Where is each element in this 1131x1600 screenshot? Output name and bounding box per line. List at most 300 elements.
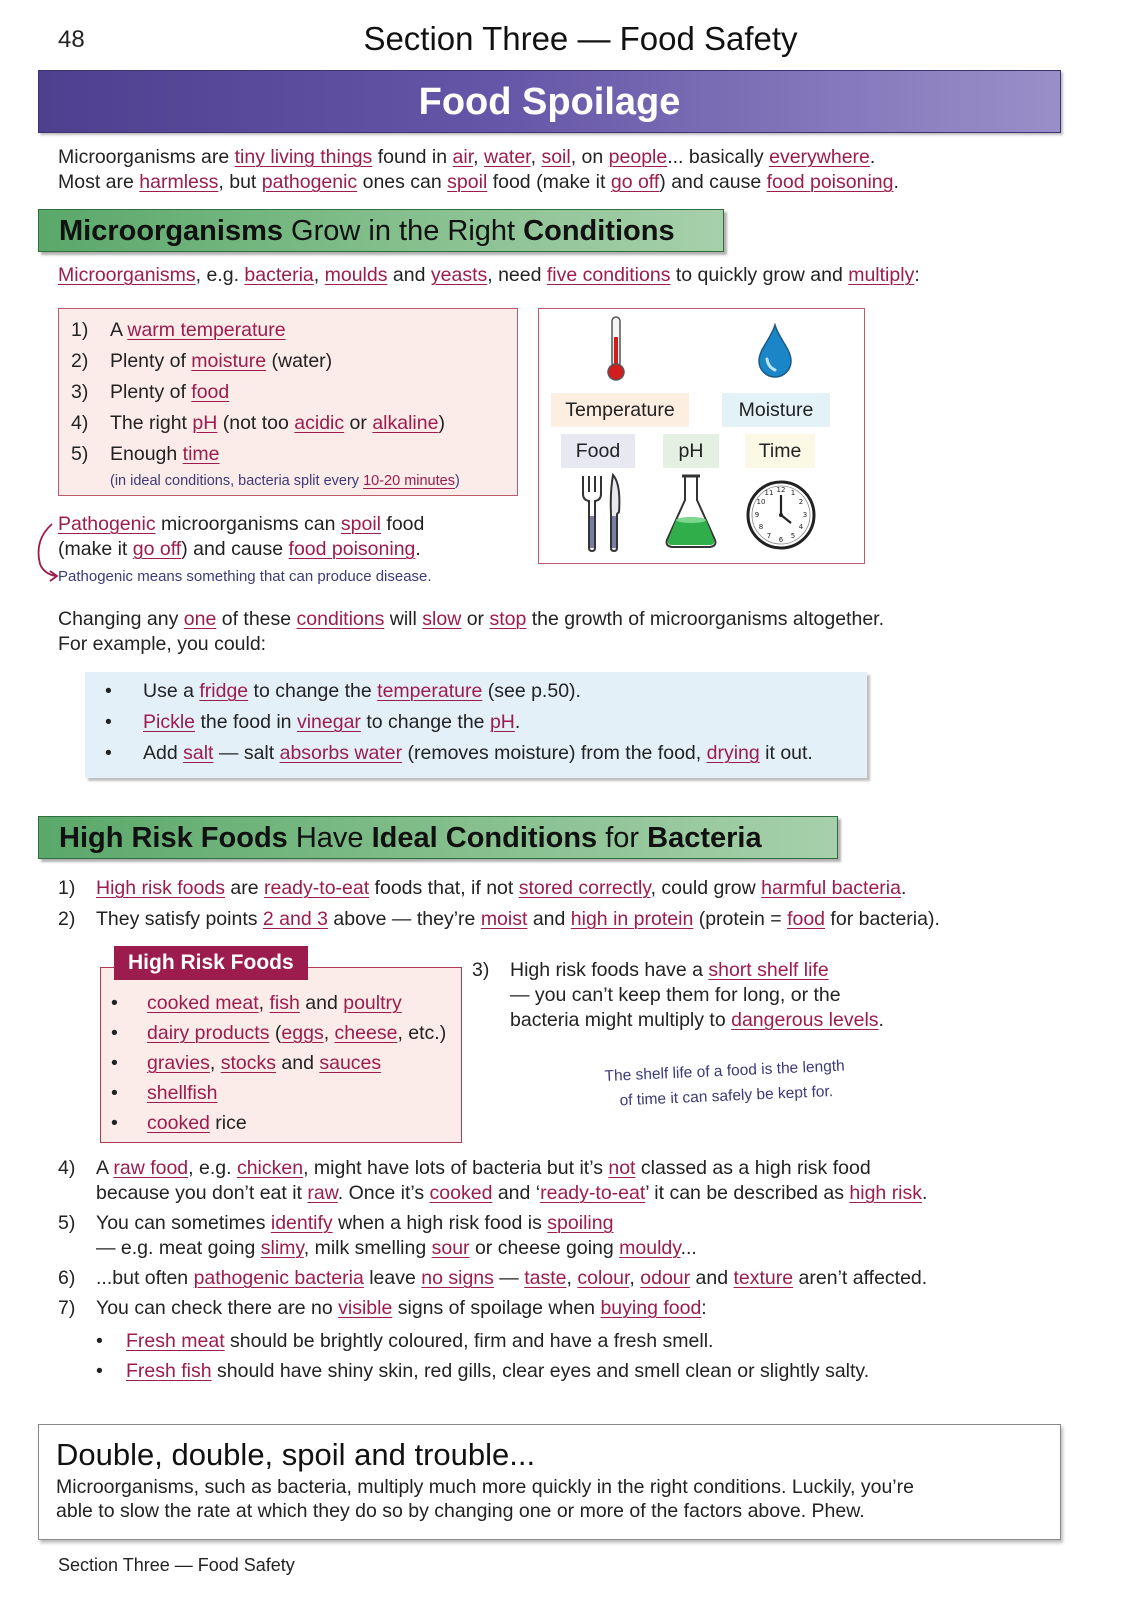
text-run: . xyxy=(900,877,907,899)
key-term: one xyxy=(183,608,217,630)
shelf-note-line: The shelf life of a food is the length xyxy=(604,1057,846,1085)
key-term: cooked xyxy=(429,1182,493,1204)
point-line xyxy=(510,983,884,1008)
heading-emphasis: Conditions xyxy=(523,215,675,247)
text-run: the growth of microorganisms altogether. xyxy=(526,608,885,630)
point-number: 5) xyxy=(58,1212,76,1234)
key-term: taste xyxy=(524,1267,567,1289)
key-term: short shelf life xyxy=(708,959,829,981)
text-run: Enough xyxy=(110,443,183,465)
key-term: raw xyxy=(307,1182,338,1204)
high-risk-food-item xyxy=(111,988,461,1018)
list-marker: • xyxy=(105,680,112,702)
point-3: 3) High risk foods have a short shelf life — you can’t keep them for long, or the bacteria might multiply to dangerous levels. xyxy=(472,959,884,1031)
key-term: people xyxy=(608,146,668,168)
point-number: 4) xyxy=(58,1157,76,1179)
point-text xyxy=(96,873,906,904)
list-marker: • xyxy=(111,992,118,1014)
text-run: Changing any xyxy=(58,608,184,630)
text-run: foods that, if not xyxy=(369,877,519,899)
key-term: 2 and 3 xyxy=(262,908,328,930)
text-run: Plenty of xyxy=(110,350,192,372)
text-run: , e.g. xyxy=(195,264,245,286)
label-ph: pH xyxy=(663,434,719,468)
key-term: conditions xyxy=(296,608,385,630)
condition-item xyxy=(71,346,517,377)
text-run: — xyxy=(493,1267,525,1289)
key-term: odour xyxy=(640,1267,691,1289)
text-run: aren’t affected. xyxy=(793,1267,928,1289)
text-run: for xyxy=(597,822,648,854)
text-run: , xyxy=(258,992,270,1014)
text-run: — e.g. meat going xyxy=(96,1237,261,1259)
list-marker: • xyxy=(111,1112,118,1134)
key-term: soil xyxy=(541,146,571,168)
water-drop-icon xyxy=(757,323,793,379)
text-run: . xyxy=(514,711,521,733)
key-term: pathogenic bacteria xyxy=(193,1267,364,1289)
text-run: , xyxy=(209,1052,221,1074)
point-text xyxy=(96,1156,927,1206)
heading-emphasis: Microorganisms xyxy=(59,215,283,247)
text-run: ( xyxy=(269,1022,282,1044)
text-run: should have shiny skin, red gills, clear eyes and smell clean or slightly salty. xyxy=(211,1360,870,1382)
high-risk-food-item xyxy=(111,1018,461,1048)
key-term: stocks xyxy=(220,1052,276,1074)
text-run: signs of spoilage when xyxy=(392,1297,601,1319)
point-text xyxy=(96,1266,927,1291)
example-item xyxy=(105,676,867,707)
text-run: to change the xyxy=(248,680,378,702)
condition-item xyxy=(71,439,517,470)
text-run: food (make it xyxy=(487,171,611,193)
pathogenic-line xyxy=(58,512,424,537)
text-run: microorganisms can xyxy=(155,513,341,535)
conditions-list xyxy=(71,315,517,470)
text-run: or xyxy=(461,608,490,630)
text-run: (water) xyxy=(266,350,333,372)
changing-line: For example, you could: xyxy=(58,633,267,655)
key-term: ready-to-eat xyxy=(540,1182,646,1204)
text-run: (not too xyxy=(217,412,295,434)
text-run: , xyxy=(566,1267,578,1289)
shelf-note-line: of time it can safely be kept for. xyxy=(619,1083,834,1110)
key-term: ready-to-eat xyxy=(264,877,370,899)
text-run: rice xyxy=(209,1112,247,1134)
text-run: . xyxy=(869,146,876,168)
high-risk-points-upper xyxy=(58,873,940,935)
list-marker: • xyxy=(111,1022,118,1044)
key-term: visible xyxy=(338,1297,393,1319)
point-line xyxy=(96,1296,707,1321)
text-run: will xyxy=(384,608,423,630)
spoilage-check-item xyxy=(96,1356,927,1386)
label-time: Time xyxy=(745,434,815,468)
text-run: should be brightly coloured, firm and have a fresh smell. xyxy=(224,1330,714,1352)
thermometer-icon xyxy=(603,315,629,383)
text-run: Most are xyxy=(58,171,140,193)
text-run: , might have lots of bacteria but it’s xyxy=(303,1157,609,1179)
text-run: the food in xyxy=(195,711,297,733)
key-term: colour xyxy=(577,1267,630,1289)
page-title: Food Spoilage xyxy=(38,70,1061,133)
key-term: harmless xyxy=(139,171,219,193)
point-number: 7) xyxy=(58,1297,76,1319)
text-run: High risk foods have a xyxy=(510,959,709,981)
key-term: pH xyxy=(192,412,218,434)
list-text xyxy=(126,1326,713,1356)
key-term: air xyxy=(452,146,474,168)
key-term: pathogenic xyxy=(261,171,358,193)
key-term: five conditions xyxy=(546,264,671,286)
pathogenic-note: Pathogenic means something that can produce disease. xyxy=(58,568,432,585)
example-item xyxy=(105,738,867,769)
text-run: classed as a high risk food xyxy=(635,1157,871,1179)
text-run: A xyxy=(96,1157,114,1179)
key-term: eggs xyxy=(281,1022,324,1044)
key-term: moist xyxy=(480,908,528,930)
spoilage-check-item xyxy=(96,1326,927,1356)
key-term: drying xyxy=(706,742,760,764)
text-run: are xyxy=(224,877,264,899)
text-run: bacteria might multiply to xyxy=(510,1009,732,1031)
point-line xyxy=(96,1181,927,1206)
key-term: sour xyxy=(431,1237,470,1259)
label-food: Food xyxy=(561,434,635,468)
text-run: ) xyxy=(454,473,460,489)
text-run: . xyxy=(922,1182,928,1204)
list-marker: • xyxy=(96,1330,103,1352)
key-term: high in protein xyxy=(570,908,694,930)
text-run: ) and cause xyxy=(659,171,767,193)
svg-text:3: 3 xyxy=(802,511,808,519)
text-run: (protein = xyxy=(693,908,788,930)
text-run: (make it xyxy=(58,538,133,560)
point-3-text xyxy=(510,958,884,1033)
text-run: found in xyxy=(372,146,453,168)
high-risk-food-item xyxy=(111,1048,461,1078)
list-text xyxy=(110,439,220,470)
text-run: , e.g. xyxy=(188,1157,237,1179)
shelf-life-note xyxy=(604,1054,846,1114)
list-text xyxy=(147,988,402,1018)
point-line xyxy=(510,1008,884,1033)
text-run: Add xyxy=(143,742,184,764)
key-term: everywhere xyxy=(769,146,870,168)
text-run: ’ it can be described as xyxy=(645,1182,850,1204)
key-term: warm temperature xyxy=(127,319,286,341)
key-term: temperature xyxy=(377,680,483,702)
key-term: pH xyxy=(489,711,515,733)
example-item xyxy=(105,707,867,738)
svg-text:10: 10 xyxy=(756,498,766,506)
svg-text:8: 8 xyxy=(758,523,764,531)
list-text xyxy=(147,1108,247,1138)
text-run: and xyxy=(299,992,344,1014)
key-term: time xyxy=(182,443,220,465)
key-term: cooked xyxy=(147,1112,210,1134)
text-run: You can check there are no xyxy=(96,1297,339,1319)
text-run: , could grow xyxy=(650,877,762,899)
numbered-point xyxy=(58,1266,927,1291)
key-term: alkaline xyxy=(372,412,439,434)
text-run: or cheese going xyxy=(469,1237,620,1259)
text-run: The right xyxy=(110,412,193,434)
svg-text:4: 4 xyxy=(798,523,804,531)
key-term: Pickle xyxy=(143,711,196,733)
svg-text:5: 5 xyxy=(790,532,796,540)
summary-line: able to slow the rate at which they do so by changing one or more of the factors above. Phew. xyxy=(56,1500,865,1522)
intro-paragraph xyxy=(58,145,899,195)
label-moisture: Moisture xyxy=(722,393,830,427)
list-text xyxy=(110,346,332,377)
text-run: it out. xyxy=(759,742,813,764)
flask-icon xyxy=(663,472,719,550)
list-marker: • xyxy=(111,1082,118,1104)
key-term: bacteria xyxy=(244,264,314,286)
numbered-point: 2) They satisfy points 2 and 3 above — they’re moist and high in protein (protein = food for bacteria). xyxy=(58,904,940,935)
high-risk-foods-label: High Risk Foods xyxy=(114,946,308,980)
text-run: above — they’re xyxy=(327,908,481,930)
point-line xyxy=(96,1156,927,1181)
point-text xyxy=(96,904,940,935)
key-term: mouldy xyxy=(619,1237,681,1259)
examples-list xyxy=(105,676,867,769)
text-run: and xyxy=(690,1267,734,1289)
list-text xyxy=(143,676,581,707)
key-term: poultry xyxy=(343,992,402,1014)
condition-item xyxy=(71,315,517,346)
summary-line: Microorganisms, such as bacteria, multiply much more quickly in the right conditions. Luckily, you’re xyxy=(56,1476,914,1498)
intro-line xyxy=(58,145,899,170)
key-term: fridge xyxy=(199,680,249,702)
pathogenic-paragraph xyxy=(58,512,424,562)
text-run: , xyxy=(313,264,325,286)
changing-line xyxy=(58,607,884,632)
text-run: Grow in the Right xyxy=(283,215,524,247)
text-run: Microorganisms are xyxy=(58,146,235,168)
text-run: , need xyxy=(487,264,547,286)
point-text xyxy=(96,1296,707,1321)
numbered-point: 1) High risk foods are ready-to-eat foods that, if not stored correctly, could grow harmful bacteria. xyxy=(58,873,940,904)
key-term: moisture xyxy=(191,350,267,372)
list-text xyxy=(147,1018,446,1048)
svg-text:11: 11 xyxy=(764,489,774,497)
text-run: , xyxy=(473,146,484,168)
list-marker: 4) xyxy=(71,412,89,434)
text-run: You can sometimes xyxy=(96,1212,271,1234)
key-term: harmful bacteria xyxy=(761,877,901,899)
page-number: 48 xyxy=(58,26,85,53)
key-term: acidic xyxy=(294,412,345,434)
key-term: texture xyxy=(733,1267,794,1289)
point-line xyxy=(96,1266,927,1291)
intro-line xyxy=(58,170,899,195)
list-marker: 1) xyxy=(71,319,89,341)
list-marker: 2) xyxy=(71,350,89,372)
key-term: slow xyxy=(422,608,462,630)
list-text xyxy=(110,408,445,439)
key-term: Pathogenic xyxy=(58,513,156,535)
list-text xyxy=(110,377,229,408)
text-run: to quickly grow and xyxy=(670,264,849,286)
key-term: stored correctly xyxy=(518,877,651,899)
list-text xyxy=(110,315,286,346)
text-run: , xyxy=(530,146,542,168)
key-term: food xyxy=(787,908,826,930)
text-run: (in ideal conditions, bacteria split every xyxy=(110,473,364,489)
fork-knife-icon xyxy=(577,472,627,552)
text-run: and xyxy=(275,1052,320,1074)
key-term: moulds xyxy=(324,264,388,286)
section-heading-high-risk xyxy=(38,816,838,859)
text-run: , but xyxy=(218,171,262,193)
svg-text:9: 9 xyxy=(754,511,760,519)
text-run: ... basically xyxy=(667,146,770,168)
high-risk-food-item xyxy=(111,1078,461,1108)
key-term: dangerous levels xyxy=(731,1009,879,1031)
list-text xyxy=(147,1078,217,1108)
text-run: ) and cause xyxy=(181,538,289,560)
text-run: Have xyxy=(287,822,372,854)
list-marker: 5) xyxy=(71,443,89,465)
text-run: leave xyxy=(363,1267,422,1289)
svg-text:6: 6 xyxy=(778,536,784,544)
text-run: of these xyxy=(216,608,297,630)
key-term: slimy xyxy=(260,1237,304,1259)
numbered-point xyxy=(58,1156,927,1206)
text-run: . Once it’s xyxy=(337,1182,430,1204)
key-term: gravies xyxy=(147,1052,210,1074)
text-run: and ‘ xyxy=(492,1182,541,1204)
text-run: when a high risk food is xyxy=(332,1212,548,1234)
conditions-illustration xyxy=(538,308,865,564)
text-run: ...but often xyxy=(96,1267,194,1289)
list-marker: • xyxy=(105,711,112,733)
key-term: not xyxy=(608,1157,636,1179)
text-run: , on xyxy=(570,146,609,168)
list-text xyxy=(143,738,813,769)
high-risk-foods-box xyxy=(100,967,462,1143)
conditions-box xyxy=(58,308,518,496)
high-risk-points-lower xyxy=(58,1156,927,1386)
text-run: A xyxy=(110,319,128,341)
key-term: Fresh fish xyxy=(126,1360,212,1382)
point-text xyxy=(96,1211,697,1261)
key-term: fish xyxy=(269,992,300,1014)
key-term: spoiling xyxy=(547,1212,614,1234)
key-term: salt xyxy=(183,742,214,764)
key-term: multiply xyxy=(848,264,915,286)
key-term: food xyxy=(191,381,230,403)
key-term: Fresh meat xyxy=(126,1330,225,1352)
text-run: and xyxy=(387,264,431,286)
text-run: . xyxy=(878,1009,884,1031)
clock-icon xyxy=(745,479,817,551)
text-run: — salt xyxy=(213,742,280,764)
key-term: 10-20 minutes xyxy=(363,473,455,489)
text-run: to change the xyxy=(360,711,490,733)
key-term: go off xyxy=(610,171,660,193)
key-term: sauces xyxy=(319,1052,382,1074)
key-term: no signs xyxy=(421,1267,494,1289)
high-risk-foods-list xyxy=(111,988,461,1138)
text-run: : xyxy=(914,264,920,286)
text-run: food xyxy=(381,513,425,535)
key-term: stop xyxy=(489,608,527,630)
key-term: absorbs water xyxy=(279,742,403,764)
text-run: ) xyxy=(438,412,445,434)
point-line xyxy=(510,958,884,983)
text-run: : xyxy=(701,1297,707,1319)
text-run: . xyxy=(415,538,421,560)
summary-title: Double, double, spoil and trouble... xyxy=(56,1437,536,1472)
text-run: ones can xyxy=(357,171,448,193)
time-note xyxy=(110,470,517,492)
list-marker: 3) xyxy=(71,381,89,403)
high-risk-food-item xyxy=(111,1108,461,1138)
key-term: dairy products xyxy=(147,1022,270,1044)
key-term: vinegar xyxy=(296,711,361,733)
text-run: ... xyxy=(680,1237,697,1259)
key-term: go off xyxy=(132,538,182,560)
key-term: water xyxy=(483,146,531,168)
key-term: identify xyxy=(270,1212,333,1234)
key-term: yeasts xyxy=(430,264,488,286)
text-run: because you don’t eat it xyxy=(96,1182,308,1204)
key-term: raw food xyxy=(113,1157,189,1179)
key-term: spoil xyxy=(340,513,381,535)
key-term: High risk foods xyxy=(96,877,225,899)
list-marker: • xyxy=(105,742,112,764)
section-header: Section Three — Food Safety xyxy=(363,20,798,57)
key-term: cheese xyxy=(334,1022,398,1044)
list-marker: • xyxy=(111,1052,118,1074)
text-run: — you can’t keep them for long, or the xyxy=(510,984,841,1006)
key-term: food poisoning xyxy=(766,171,894,193)
label-temperature: Temperature xyxy=(551,393,689,427)
heading-emphasis: High Risk Foods xyxy=(59,822,288,854)
text-run: They satisfy points xyxy=(96,908,263,930)
page-footer: Section Three — Food Safety xyxy=(58,1555,295,1575)
heading-emphasis: Bacteria xyxy=(647,822,762,854)
text-run: or xyxy=(344,412,373,434)
point-number: 6) xyxy=(58,1267,76,1289)
key-term: Microorganisms xyxy=(58,264,196,286)
text-run: (see p.50). xyxy=(482,680,581,702)
key-term: food poisoning xyxy=(288,538,416,560)
point-line xyxy=(96,1236,697,1261)
text-run: . xyxy=(893,171,899,193)
text-run: , milk smelling xyxy=(303,1237,432,1259)
changing-paragraph xyxy=(58,607,884,657)
section-heading-conditions xyxy=(38,209,724,252)
numbered-point xyxy=(58,1211,927,1261)
text-run: , etc.) xyxy=(397,1022,447,1044)
svg-text:7: 7 xyxy=(766,532,772,540)
condition-item xyxy=(71,408,517,439)
key-term: cooked meat xyxy=(147,992,259,1014)
examples-box xyxy=(85,672,867,778)
text-run: Plenty of xyxy=(110,381,192,403)
text-run: (removes moisture) from the food, xyxy=(402,742,707,764)
condition-item xyxy=(71,377,517,408)
svg-text:12: 12 xyxy=(776,486,786,494)
key-term: tiny living things xyxy=(234,146,373,168)
text-run: for bacteria). xyxy=(825,908,940,930)
svg-text:2: 2 xyxy=(798,498,804,506)
list-text xyxy=(147,1048,381,1078)
